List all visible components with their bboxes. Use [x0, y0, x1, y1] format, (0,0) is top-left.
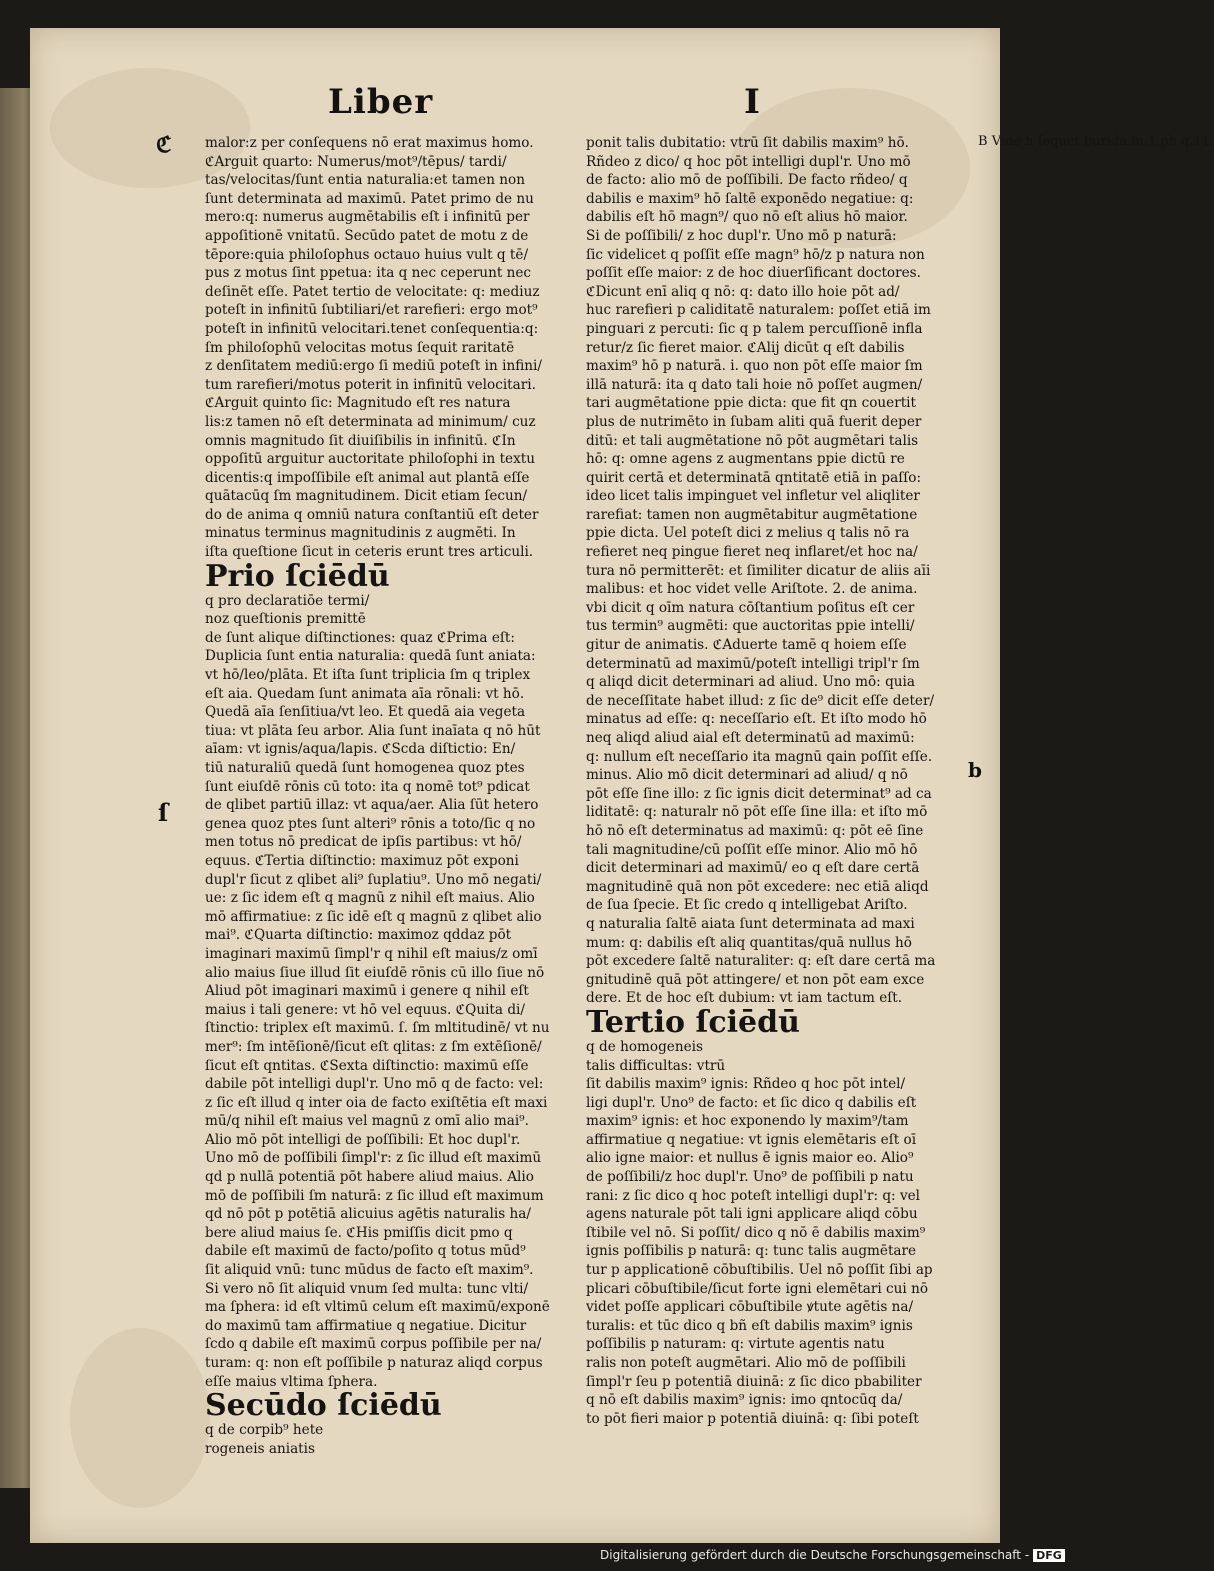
text-line: talis difficultas: vtrū: [586, 1057, 726, 1074]
text-line: Rñdeo z dico/ q hoc pōt intelligi dupl'r. Uno mō: [586, 153, 911, 170]
text-line: poſſit eſſe maior: z de hoc diuerſificant doctores.: [586, 265, 921, 282]
text-line: q: nullum eſt neceſſario ita magnū qain poſſit eſſe.: [586, 748, 933, 765]
text-line: tus termin⁹ augmēti: que auctoritas ppie intelli/: [586, 618, 915, 635]
text-line: maxim⁹ hō p naturā. i. quo non pōt eſſe maior ſm: [586, 358, 923, 375]
text-line: rani: z ſic dico q hoc poteſt intelligi dupl'r: q: vel: [586, 1187, 921, 1204]
text-line: mai⁹. ℭQuarta diſtinctio: maximoz qddaz pōt: [205, 927, 512, 944]
marginal-note-line: q.11.: [1181, 134, 1214, 149]
margin-letter: b: [968, 758, 982, 782]
text-line: agens naturale pōt tali igni applicare aliqd cōbu: [586, 1206, 918, 1223]
text-line: ſic videlicet q poſſit eſſe magn⁹ hō/z p natura non: [586, 246, 925, 263]
text-line: gitur de animatis. ℭAduerte tamē q hoiem eſſe: [586, 637, 907, 654]
text-line: minus. Alio mō dicit determinari ad aliud/ q nō: [586, 767, 908, 784]
text-line: tas/velocitas/ſunt entia naturalia:et tamen non: [205, 172, 525, 189]
text-line: ſtibile vel nō. Si poſſit/ dico q nō ē dabilis maxim⁹: [586, 1224, 926, 1241]
section-initial: Secūdo ſciēdū: [205, 1388, 442, 1424]
text-line: affirmatiue q negatiue: vt ignis elemētaris eſt oī: [586, 1131, 917, 1148]
text-line: pōt excedere ſaltē naturaliter: q: eſt dare certā ma: [586, 953, 936, 970]
text-line: mō affirmatiue: z ſic idē eſt q magnū z qlibet alio: [205, 908, 542, 925]
text-line: ℭArguit quarto: Numerus/mot⁹/tēpus/ tardi/: [205, 153, 507, 170]
text-line: dere. Et de hoc eſt dubium: vt iam tactum eſt.: [586, 990, 903, 1007]
text-line: rarefiat: tamen non augmētabitur augmētatione: [586, 506, 918, 523]
text-line: ideo licet talis impinguet vel infletur vel aliqliter: [586, 488, 920, 505]
text-line: to pōt fieri maior p potentiā diuinā: q: ſibi poteſt: [586, 1410, 919, 1427]
text-line: tēpore:quia philoſophus octauo huius vult q tē/: [205, 246, 529, 263]
text-line: turam: q: non eſt poſſibile p naturaz aliqd corpus: [205, 1355, 543, 1371]
text-line: magnitudinē quā non pōt excedere: nec etiā aliqd: [586, 878, 929, 895]
text-line: ſtinctio: triplex eſt maximū. ſ. ſm mltitudinē/ vt nu: [205, 1020, 550, 1037]
text-line: tari augmētatione ppie dicta: que fit qn couertit: [586, 395, 916, 412]
primo-sciendum-section: [205, 558, 595, 1392]
text-line: Alio mō pōt intelligi de poſſibili: Et hoc dupl'r.: [205, 1131, 521, 1148]
paper-stain: [70, 1328, 210, 1508]
text-line: qd p nullā potentiā pōt habere aliud maius. Alio: [205, 1169, 534, 1186]
text-line: de neceſſitate habet illud: z ſic de⁹ dicit eſſe deter/: [586, 692, 935, 709]
text-line: genea quoz ptes ſunt alteri⁹ rōnis a toto/ſic q no: [205, 815, 536, 832]
text-line: plicari cōbuſtibile/ſicut forte igni elemētari cui nō: [586, 1280, 929, 1297]
text-line: Quedā aīa ſenſitiua/vt leo. Et quedā aia vegeta: [205, 704, 526, 721]
text-line: tum rarefieri/motus poterit in infinitū velocitari.: [205, 376, 536, 393]
right-column: [586, 134, 986, 1428]
right-column-text: [586, 134, 986, 1008]
text-line: iſta queſtione ſicut in ceteris erunt tres articuli.: [205, 544, 534, 561]
text-line: tur p applicationē cōbuſtibilis. Uel nō poſſit ſibi ap: [586, 1262, 933, 1279]
running-head-right: I: [744, 82, 761, 122]
primo-sciendum-text: [205, 592, 595, 1392]
text-line: quātacūq ſm magnitudinem. Dicit etiam ſecun/: [205, 488, 528, 505]
marginal-note-line: Vide h: [991, 134, 1034, 149]
text-line: minatus terminus magnitudinis z augmēti. In: [205, 525, 516, 542]
text-line: de ſua ſpecie. Et ſic credo q intelligebat Ariſto.: [586, 897, 908, 914]
text-line: Si de poſſibili/ z hoc dupl'r. Uno mō p naturā:: [586, 227, 897, 244]
text-line: noz queſtionis premittē: [205, 611, 366, 628]
text-line: vt hō/leo/plāta. Et iſta ſunt triplicia ſm q triplex: [205, 667, 531, 684]
text-line: dicentis:q impoſſibile eſt animal aut plantā eſſe: [205, 469, 530, 486]
text-line: appoſitionē vnitatū. Secūdo patet de motu z de: [205, 227, 529, 244]
text-line: ſit dabilis maxim⁹ ignis: Rñdeo q hoc pōt intel/: [586, 1076, 906, 1093]
text-line: illā naturā: ita q dato tali hoie nō poſſet augmen/: [586, 376, 923, 393]
text-line: determinatū ad maximū/poteſt intelligi tripl'r ſm: [586, 655, 920, 672]
text-line: mero:q: numerus augmētabilis eſt i infinitū per: [205, 209, 530, 226]
text-line: Uno mō de poſſibili ſimpl'r: z ſic illud eſt maximū: [205, 1150, 542, 1167]
text-line: q nō eſt dabilis maxim⁹ ignis: imo qntocūq da/: [586, 1392, 903, 1409]
text-line: quirit certā et determinatā qntitatē etiā in paſſo:: [586, 469, 922, 486]
text-line: tiua: vt plāta ſeu arbor. Alia ſunt inaīata q nō hūt: [205, 722, 541, 739]
text-line: q de corpib⁹ hete: [205, 1422, 324, 1439]
text-line: malibus: et hoc videt velle Ariſtote. 2. de anima.: [586, 581, 918, 598]
text-line: hō nō eſt determinatus ad maximū: q: pōt eē ſine: [586, 822, 924, 839]
text-line: ppie dicta. Uel poteſt dici z melius q talis nō ra: [586, 525, 910, 542]
text-line: rogeneis aniatis: [205, 1440, 315, 1457]
text-line: z ſic eſt illud q inter oia de facto exiſtētia eſt maxi: [205, 1094, 548, 1111]
dfg-logo: DFG: [1033, 1549, 1065, 1562]
marginal-note-line: in.1.ph: [1131, 134, 1177, 149]
text-line: bere aliud maius ſe. ℭHis pmiſſis dicit pmo q: [205, 1224, 513, 1241]
paragraph-mark: ℭ: [156, 132, 172, 158]
text-line: q pro declaratiōe termi/: [205, 592, 370, 609]
text-line: ℭArguit quinto ſic: Magnitudo eſt res natura: [205, 395, 511, 412]
text-line: aīam: vt ignis/aqua/lapis. ℭScda diſtictio: En/: [205, 741, 516, 758]
text-line: ℭDicunt enī aliq q nō: q: dato illo hoie pōt ad/: [586, 283, 900, 300]
text-line: ma ſphera: id eſt vltimū celum eſt maximū/exponē: [205, 1299, 550, 1316]
text-line: tali magnitudine/cū poſſit eſſe minor. Alio mō hō: [586, 841, 918, 858]
text-line: de poſſibili/z hoc dupl'r. Uno⁹ de poſſibili p natu: [586, 1169, 914, 1186]
text-line: ralis non poteſt augmētari. Alio mō de poſſibili: [586, 1355, 906, 1371]
text-line: eſt aia. Quedam ſunt animata aīa rōnali: vt hō.: [205, 685, 525, 702]
text-line: poteſt in infinitū ſubtiliari/et rarefieri: ergo mot⁹: [205, 302, 538, 319]
text-line: mū/q nihil eſt maius vel magnū z omī alio mai⁹.: [205, 1113, 529, 1130]
text-line: maius i tali genere: vt hō vel equus. ℭQuita di/: [205, 1001, 525, 1018]
text-line: de qlibet partiū illaz: vt aqua/aer. Alia ſūt hetero: [205, 797, 539, 814]
text-line: oppoſitū arguitur auctoritate philoſophi in textu: [205, 451, 535, 468]
text-line: tiū naturaliū quedā ſunt homogenea quoz ptes: [205, 760, 525, 776]
text-line: vbi dicit q oīm natura cōſtantium poſitus eſt cer: [586, 599, 915, 616]
text-line: ue: z ſic idem eſt q magnū z nihil eſt maius. Alio: [205, 890, 535, 907]
text-line: qd nō pōt p potētiā alicuius agētis naturalis ha/: [205, 1206, 531, 1223]
text-line: q de homogeneis: [586, 1038, 703, 1055]
text-line: plus de nutrimēto in ſubam aliti quā fuerit deper: [586, 413, 922, 430]
book-page: [30, 28, 1214, 1543]
text-line: mer⁹: ſm intēſionē/ſicut eſt qlitas: z ſm extēſionē/: [205, 1038, 542, 1055]
text-line: z denſitatem mediū:ergo ſi mediū poteſt in infini/: [205, 358, 542, 375]
secundo-sciendum-section: [205, 1388, 595, 1458]
text-line: malor:z per conſequens nō erat maximus homo.: [205, 135, 534, 151]
margin-mark: ſ: [158, 798, 169, 827]
text-line: alio maius ſiue illud ſit eiuſdē rōnis cū illo ſiue nō: [205, 964, 545, 981]
text-line: liditatē: q: naturalr nō pōt eſſe ſine illa: et iſto mō: [586, 804, 928, 821]
marginal-note-line: ſequet: [1037, 134, 1080, 149]
text-line: Aliud pōt imaginari maximū i genere q nihil eſt: [205, 983, 529, 1000]
text-line: ſcdo q dabile eſt maximū corpus poſſibile per na/: [205, 1336, 542, 1353]
text-line: dabile eſt maximū de facto/poſito q totus mūd⁹: [205, 1243, 526, 1260]
text-line: ſunt determinata ad maximū. Patet primo de nu: [205, 190, 534, 207]
text-line: q naturalia ſaltē aiata ſunt determinata ad maxi: [586, 915, 915, 932]
text-line: equus. ℭTertia diſtinctio: maximuz pōt exponi: [205, 852, 519, 869]
text-line: ſm philoſophū velocitas motus ſequit raritatē: [205, 339, 515, 356]
credit-text: Digitalisierung gefördert durch die Deutsche Forschungsgemeinschaft -: [600, 1548, 1030, 1562]
section-initial: Prio ſciēdū: [205, 558, 390, 594]
text-line: deſinēt eſſe. Patet tertio de velocitate: q: mediuz: [205, 283, 540, 300]
left-column-text: [205, 134, 595, 562]
text-line: pōt eſſe ſine illo: z ſic ignis dicit determinat⁹ ad ca: [586, 785, 932, 802]
text-line: poſſibilis p naturam: q: virtute agentis natu: [586, 1336, 885, 1353]
text-line: men totus nō predicat de ipſis partibus: vt hō/: [205, 834, 522, 851]
text-line: videt poſſe applicari cōbuſtibile ꝟtute agētis na/: [586, 1299, 914, 1316]
text-line: retur/z ſic fieret maior. ℭAlij dicūt q eſt dabilis: [586, 339, 905, 356]
text-line: lis:z tamen nō eſt determinata ad minimum/ cuz: [205, 413, 536, 430]
text-line: omnis magnitudo ſit diuiſibilis in infinitū. ℭIn: [205, 432, 516, 449]
text-line: neq aliqd aliud aial eſt determinatū ad maximū:: [586, 730, 915, 746]
text-line: eſſe maius vltima ſphera.: [205, 1373, 378, 1390]
section-initial: Tertio ſciēdū: [586, 1004, 800, 1040]
running-head-left: Liber: [328, 82, 434, 122]
text-line: alio igne maior: et nullus ē ignis maior eo. Alio⁹: [586, 1150, 914, 1167]
text-line: dicit determinari ad maximū/ eo q eſt dare certā: [586, 860, 920, 877]
text-line: pus z motus ſint ppetua: ita q nec ceperunt nec: [205, 265, 532, 282]
text-line: hō: q: omne agens z augmentans ppie dictū re: [586, 451, 905, 468]
text-line: Si vero nō ſit aliquid vnum ſed multa: tunc vlti/: [205, 1280, 529, 1297]
text-line: ditū: et tali augmētatione nō pōt augmētari talis: [586, 432, 919, 449]
text-line: ſicut eſt qntitas. ℭSexta diſtinctio: maximū eſſe: [205, 1057, 529, 1074]
text-line: minatus ad eſſe: q: neceſſario eſt. Et iſto modo hō: [586, 711, 927, 728]
left-column: [205, 134, 595, 1458]
marginal-note-line: B: [978, 134, 988, 149]
text-line: ſimpl'r ſeu p potentiā diuinā: z ſic dico pbabiliter: [586, 1373, 922, 1390]
marginal-note-line: burida: [1083, 134, 1128, 149]
text-line: dabilis eſt hō magn⁹/ quo nō eſt alius hō maior.: [586, 209, 908, 226]
tertio-sciendum-text: [586, 1038, 986, 1428]
text-line: de facto: alio mō de poſſibili. De facto rñdeo/ q: [586, 172, 908, 189]
text-line: ſit aliquid vnū: tunc mūdus de facto eſt maxim⁹.: [205, 1262, 534, 1279]
text-line: turalis: et tūc dico q bñ eſt dabilis maxim⁹ ignis: [586, 1317, 913, 1334]
text-line: huc rarefieri p caliditatē naturalem: poſſet etiā im: [586, 302, 931, 319]
text-line: refieret neq pingue fieret neq inflaret/et hoc na/: [586, 544, 918, 561]
text-line: dupl'r ſicut z qlibet ali⁹ ſuplatiu⁹. Uno mō negati/: [205, 871, 542, 888]
text-line: maxim⁹ ignis: et hoc exponendo ly maxim⁹/tam: [586, 1113, 909, 1130]
text-line: q aliqd dicit determinari ad aliud. Uno mō: quia: [586, 674, 915, 691]
text-line: Duplicia ſunt entia naturalia: quedā ſunt aniata:: [205, 648, 536, 665]
text-line: gnitudinē quā pōt attingere/ et non pōt eam exce: [586, 971, 925, 988]
text-line: mum: q: dabilis eſt aliq quantitas/quā nullus hō: [586, 934, 912, 951]
text-line: de ſunt alique diſtinctiones: quaz ℭPrima eſt:: [205, 629, 515, 646]
text-line: pinguari z percuti: ſic q p talem percuſſionē infla: [586, 320, 923, 337]
text-line: dabile pōt intelligi dupl'r. Uno mō q de facto: vel:: [205, 1076, 544, 1093]
text-line: dabilis e maxim⁹ hō ſaltē exponēdo negatiue: q:: [586, 190, 914, 207]
text-line: ignis poſſibilis p naturā: q: tunc talis augmētare: [586, 1243, 917, 1260]
text-line: imaginari maximū ſimpl'r q nihil eſt maius/z omī: [205, 945, 538, 962]
text-line: ligi dupl'r. Uno⁹ de facto: et ſic dico q dabilis eſt: [586, 1094, 917, 1111]
digitization-credit: [600, 1548, 1065, 1562]
marginal-note: [978, 132, 1214, 151]
text-line: ſunt eiuſdē rōnis cū toto: ita q nomē tot⁹ pdicat: [205, 778, 530, 795]
text-line: poteſt in infinitū velocitari.tenet conſequentia:q:: [205, 320, 539, 337]
text-line: ponit talis dubitatio: vtrū ſit dabilis maxim⁹ hō.: [586, 135, 909, 151]
text-line: do de anima q omniū natura conſtantiū eſt deter: [205, 506, 539, 523]
text-line: tura nō permitterēt: et ſimiliter dicatur de aliis aīi: [586, 562, 931, 579]
secundo-sciendum-text: [205, 1421, 595, 1458]
text-line: do maximū tam affirmatiue q negatiue. Dicitur: [205, 1317, 527, 1334]
text-line: mō de poſſibili ſm naturā: z ſic illud eſt maximum: [205, 1187, 544, 1204]
tertio-sciendum-section: [586, 1004, 986, 1428]
